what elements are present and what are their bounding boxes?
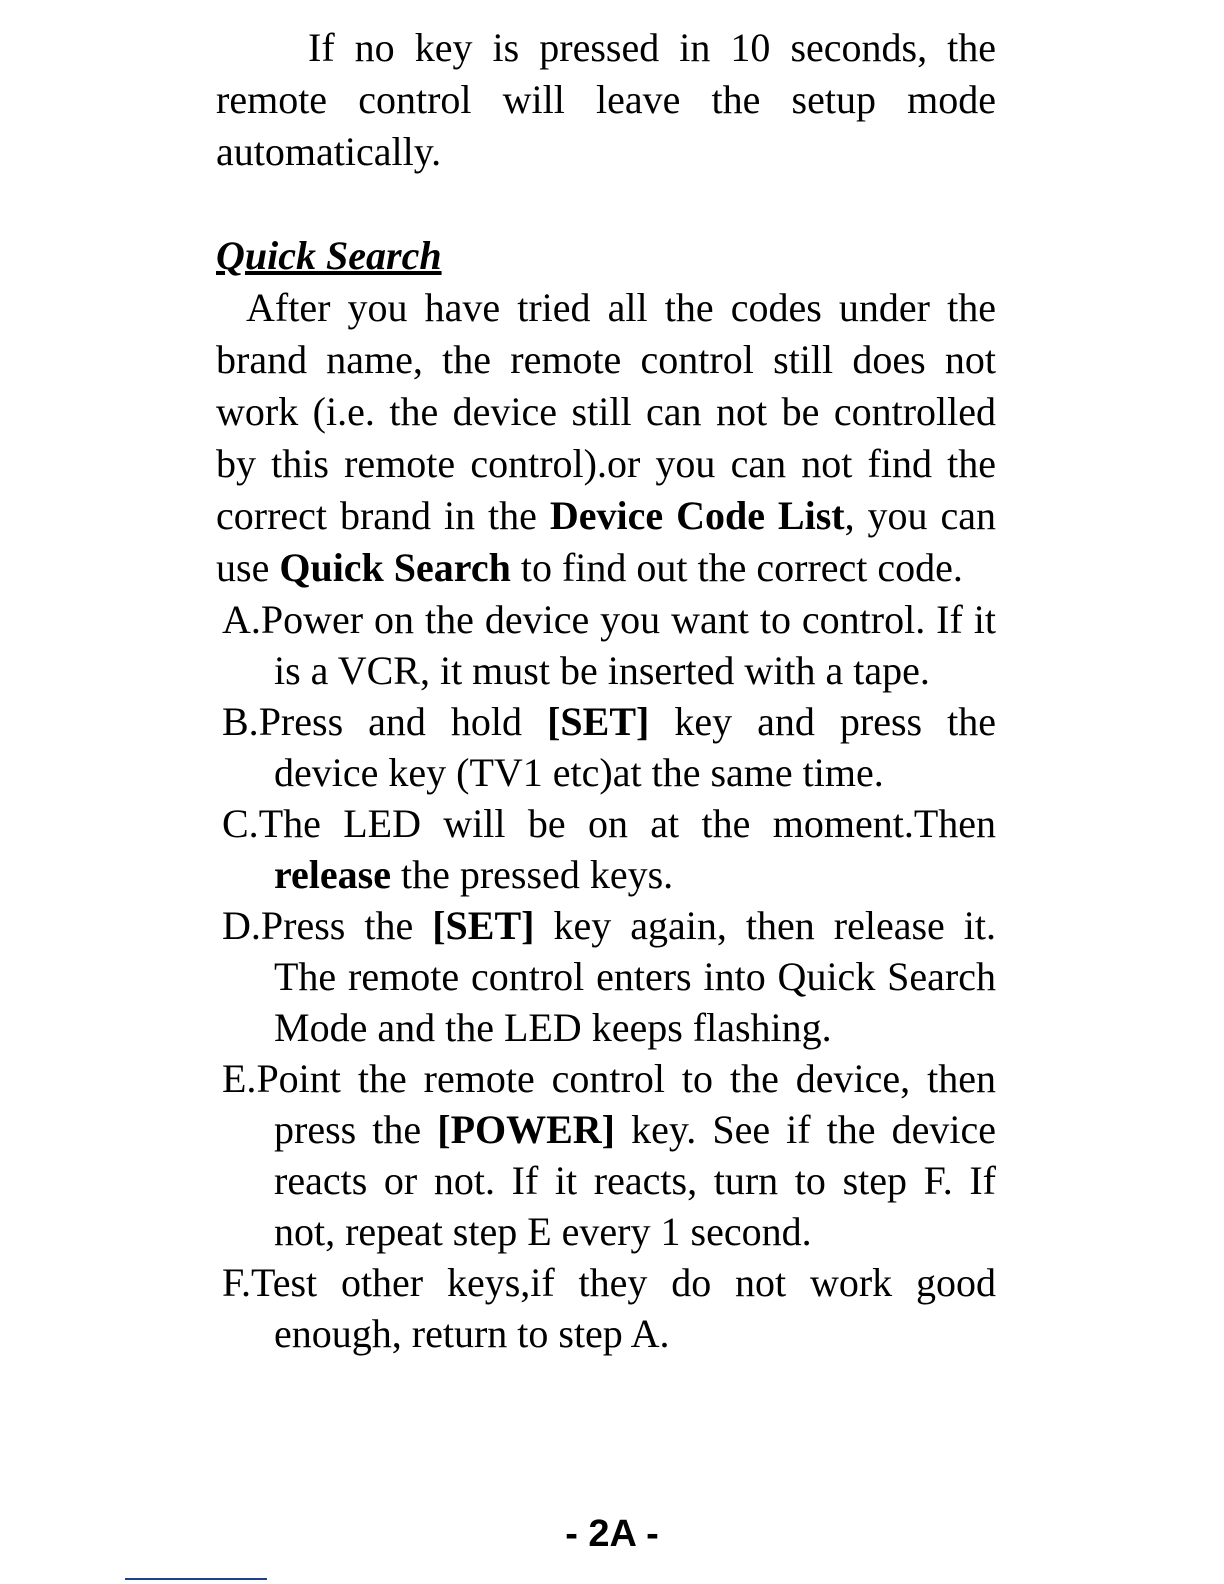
step-text: The LED will be on at the moment.Then xyxy=(258,801,996,846)
lead-text-1: After you have tried all the codes under the brand name, the remote control still does not work (i.e. the device still can not be controlled by this remote control).or you can not find the correct brand in the xyxy=(216,285,996,538)
lead-bold-device-code-list: Device Code List xyxy=(549,493,845,538)
step-text: key. See if the device reacts or not. If it reacts, turn to step F. If not, repeat step E every 1 second. xyxy=(274,1107,997,1254)
step-text: key and press the device key (TV1 etc)at the same time. xyxy=(274,699,996,795)
step-bold: release xyxy=(274,852,391,897)
step-c xyxy=(216,798,996,900)
lead-bold-quick-search: Quick Search xyxy=(279,545,511,590)
lead-text-2: , you can use xyxy=(216,493,996,590)
step-letter: C. xyxy=(222,801,259,846)
footer-rule xyxy=(125,1578,267,1580)
step-key: [POWER] xyxy=(437,1107,616,1152)
step-f xyxy=(216,1257,996,1359)
step-letter: B. xyxy=(222,699,259,744)
step-letter: A. xyxy=(222,597,261,642)
step-key: [SET] xyxy=(547,699,650,744)
step-text: key again, then release it. The remote control enters into Quick Search Mode and the LED keeps flashing. xyxy=(274,903,997,1050)
step-text: Press the xyxy=(260,903,433,948)
step-key: [SET] xyxy=(432,903,535,948)
intro-paragraph: If no key is pressed in 10 seconds, the remote control will leave the setup mode automatically. xyxy=(216,25,996,174)
step-a xyxy=(216,594,996,696)
step-e xyxy=(216,1053,996,1257)
step-text: Press and hold xyxy=(258,699,548,744)
step-text: Test other keys,if they do not work good enough, return to step A. xyxy=(251,1260,996,1356)
steps-list xyxy=(216,594,996,1359)
step-b xyxy=(216,696,996,798)
step-letter: D. xyxy=(222,903,261,948)
step-letter: E. xyxy=(222,1056,257,1101)
step-letter: F. xyxy=(222,1260,252,1305)
section-lead xyxy=(216,282,996,594)
lead-text-3: to find out the correct code. xyxy=(510,545,963,590)
manual-page xyxy=(216,22,996,1359)
step-d xyxy=(216,900,996,1053)
step-text: the pressed keys. xyxy=(390,852,674,897)
step-text: Point the remote control to the device, then press the xyxy=(256,1056,996,1152)
section-heading: Quick Search xyxy=(216,233,442,278)
step-text: Power on the device you want to control. If it is a VCR, it must be inserted with a tape. xyxy=(260,597,996,693)
page-number: - 2A - xyxy=(565,1513,659,1555)
